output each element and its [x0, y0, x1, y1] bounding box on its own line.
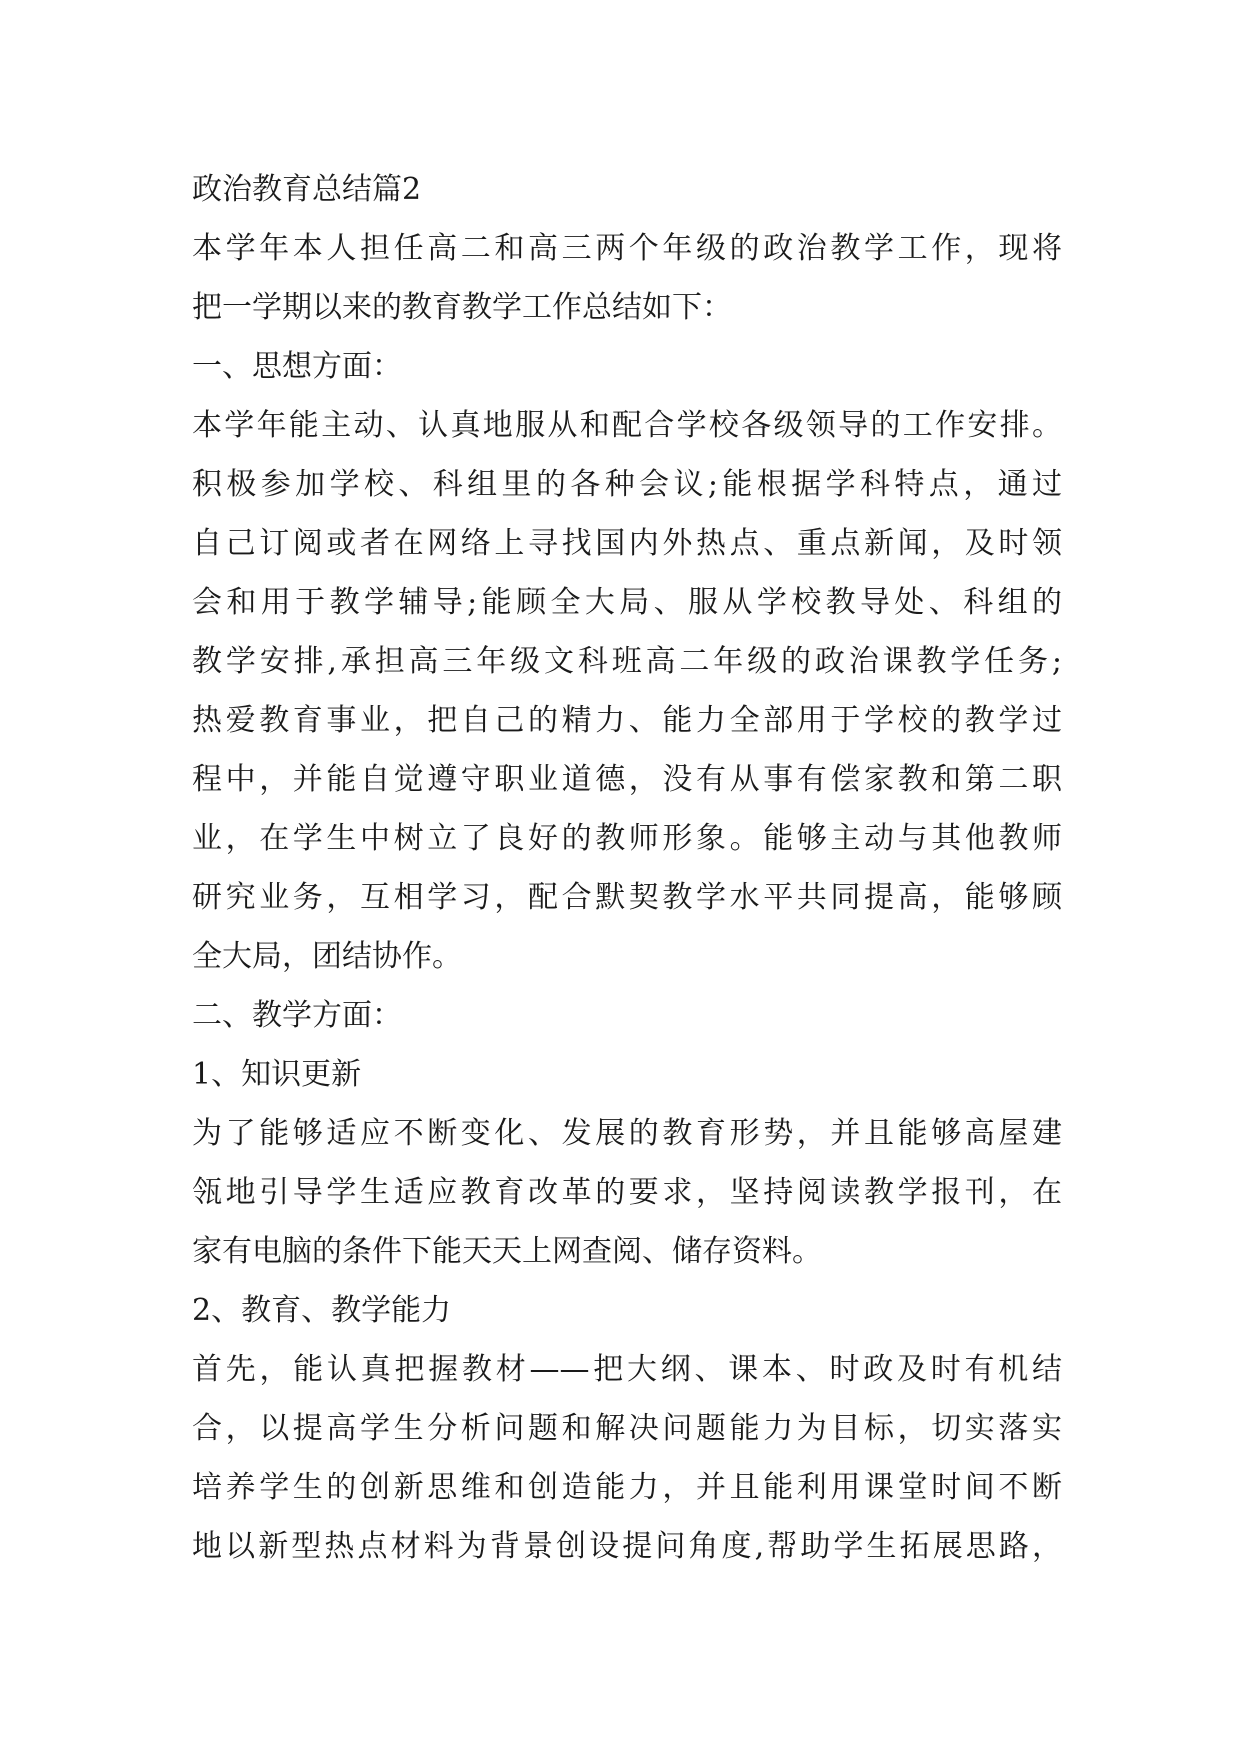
text-line: 教学安排,承担高三年级文科班高二年级的政治课教学任务; — [192, 644, 1062, 679]
text-line: 首先，能认真把握教材——把大纲、课本、时政及时有机结 — [192, 1352, 1062, 1387]
text-line: 业，在学生中树立了良好的教师形象。能够主动与其他教师 — [192, 821, 1062, 856]
section-heading: 二、教学方面： — [192, 998, 402, 1033]
text-line: 研究业务，互相学习，配合默契教学水平共同提高，能够顾 — [192, 880, 1062, 915]
section-title: 政治教育总结篇2 — [192, 172, 422, 207]
text-line: 合，以提高学生分析问题和解决问题能力为目标，切实落实 — [192, 1411, 1062, 1446]
document-body — [192, 160, 1062, 1576]
text-line: 程中，并能自觉遵守职业道德，没有从事有偿家教和第二职 — [192, 762, 1062, 797]
text-line: 培养学生的创新思维和创造能力，并且能利用课堂时间不断 — [192, 1470, 1062, 1505]
subsection-heading: 2、教育、教学能力 — [192, 1293, 452, 1328]
text-line: 为了能够适应不断变化、发展的教育形势，并且能够高屋建 — [192, 1116, 1062, 1151]
subsection-heading: 1、知识更新 — [192, 1057, 362, 1092]
text-line: 瓴地引导学生适应教育改革的要求，坚持阅读教学报刊，在 — [192, 1175, 1062, 1210]
text-line: 家有电脑的条件下能天天上网查阅、储存资料。 — [192, 1234, 822, 1269]
text-line: 热爱教育事业，把自己的精力、能力全部用于学校的教学过 — [192, 703, 1062, 738]
text-line: 全大局，团结协作。 — [192, 939, 462, 974]
text-line: 地以新型热点材料为背景创设提问角度,帮助学生拓展思路， — [192, 1529, 1062, 1564]
text-line: 把一学期以来的教育教学工作总结如下： — [192, 290, 732, 325]
text-line: 会和用于教学辅导;能顾全大局、服从学校教导处、科组的 — [192, 585, 1062, 620]
text-line: 积极参加学校、科组里的各种会议;能根据学科特点，通过 — [192, 467, 1062, 502]
text-line: 本学年本人担任高二和高三两个年级的政治教学工作，现将 — [192, 231, 1062, 266]
text-line: 本学年能主动、认真地服从和配合学校各级领导的工作安排。 — [192, 408, 1062, 443]
section-heading: 一、思想方面： — [192, 349, 402, 384]
text-line: 自己订阅或者在网络上寻找国内外热点、重点新闻，及时领 — [192, 526, 1062, 561]
